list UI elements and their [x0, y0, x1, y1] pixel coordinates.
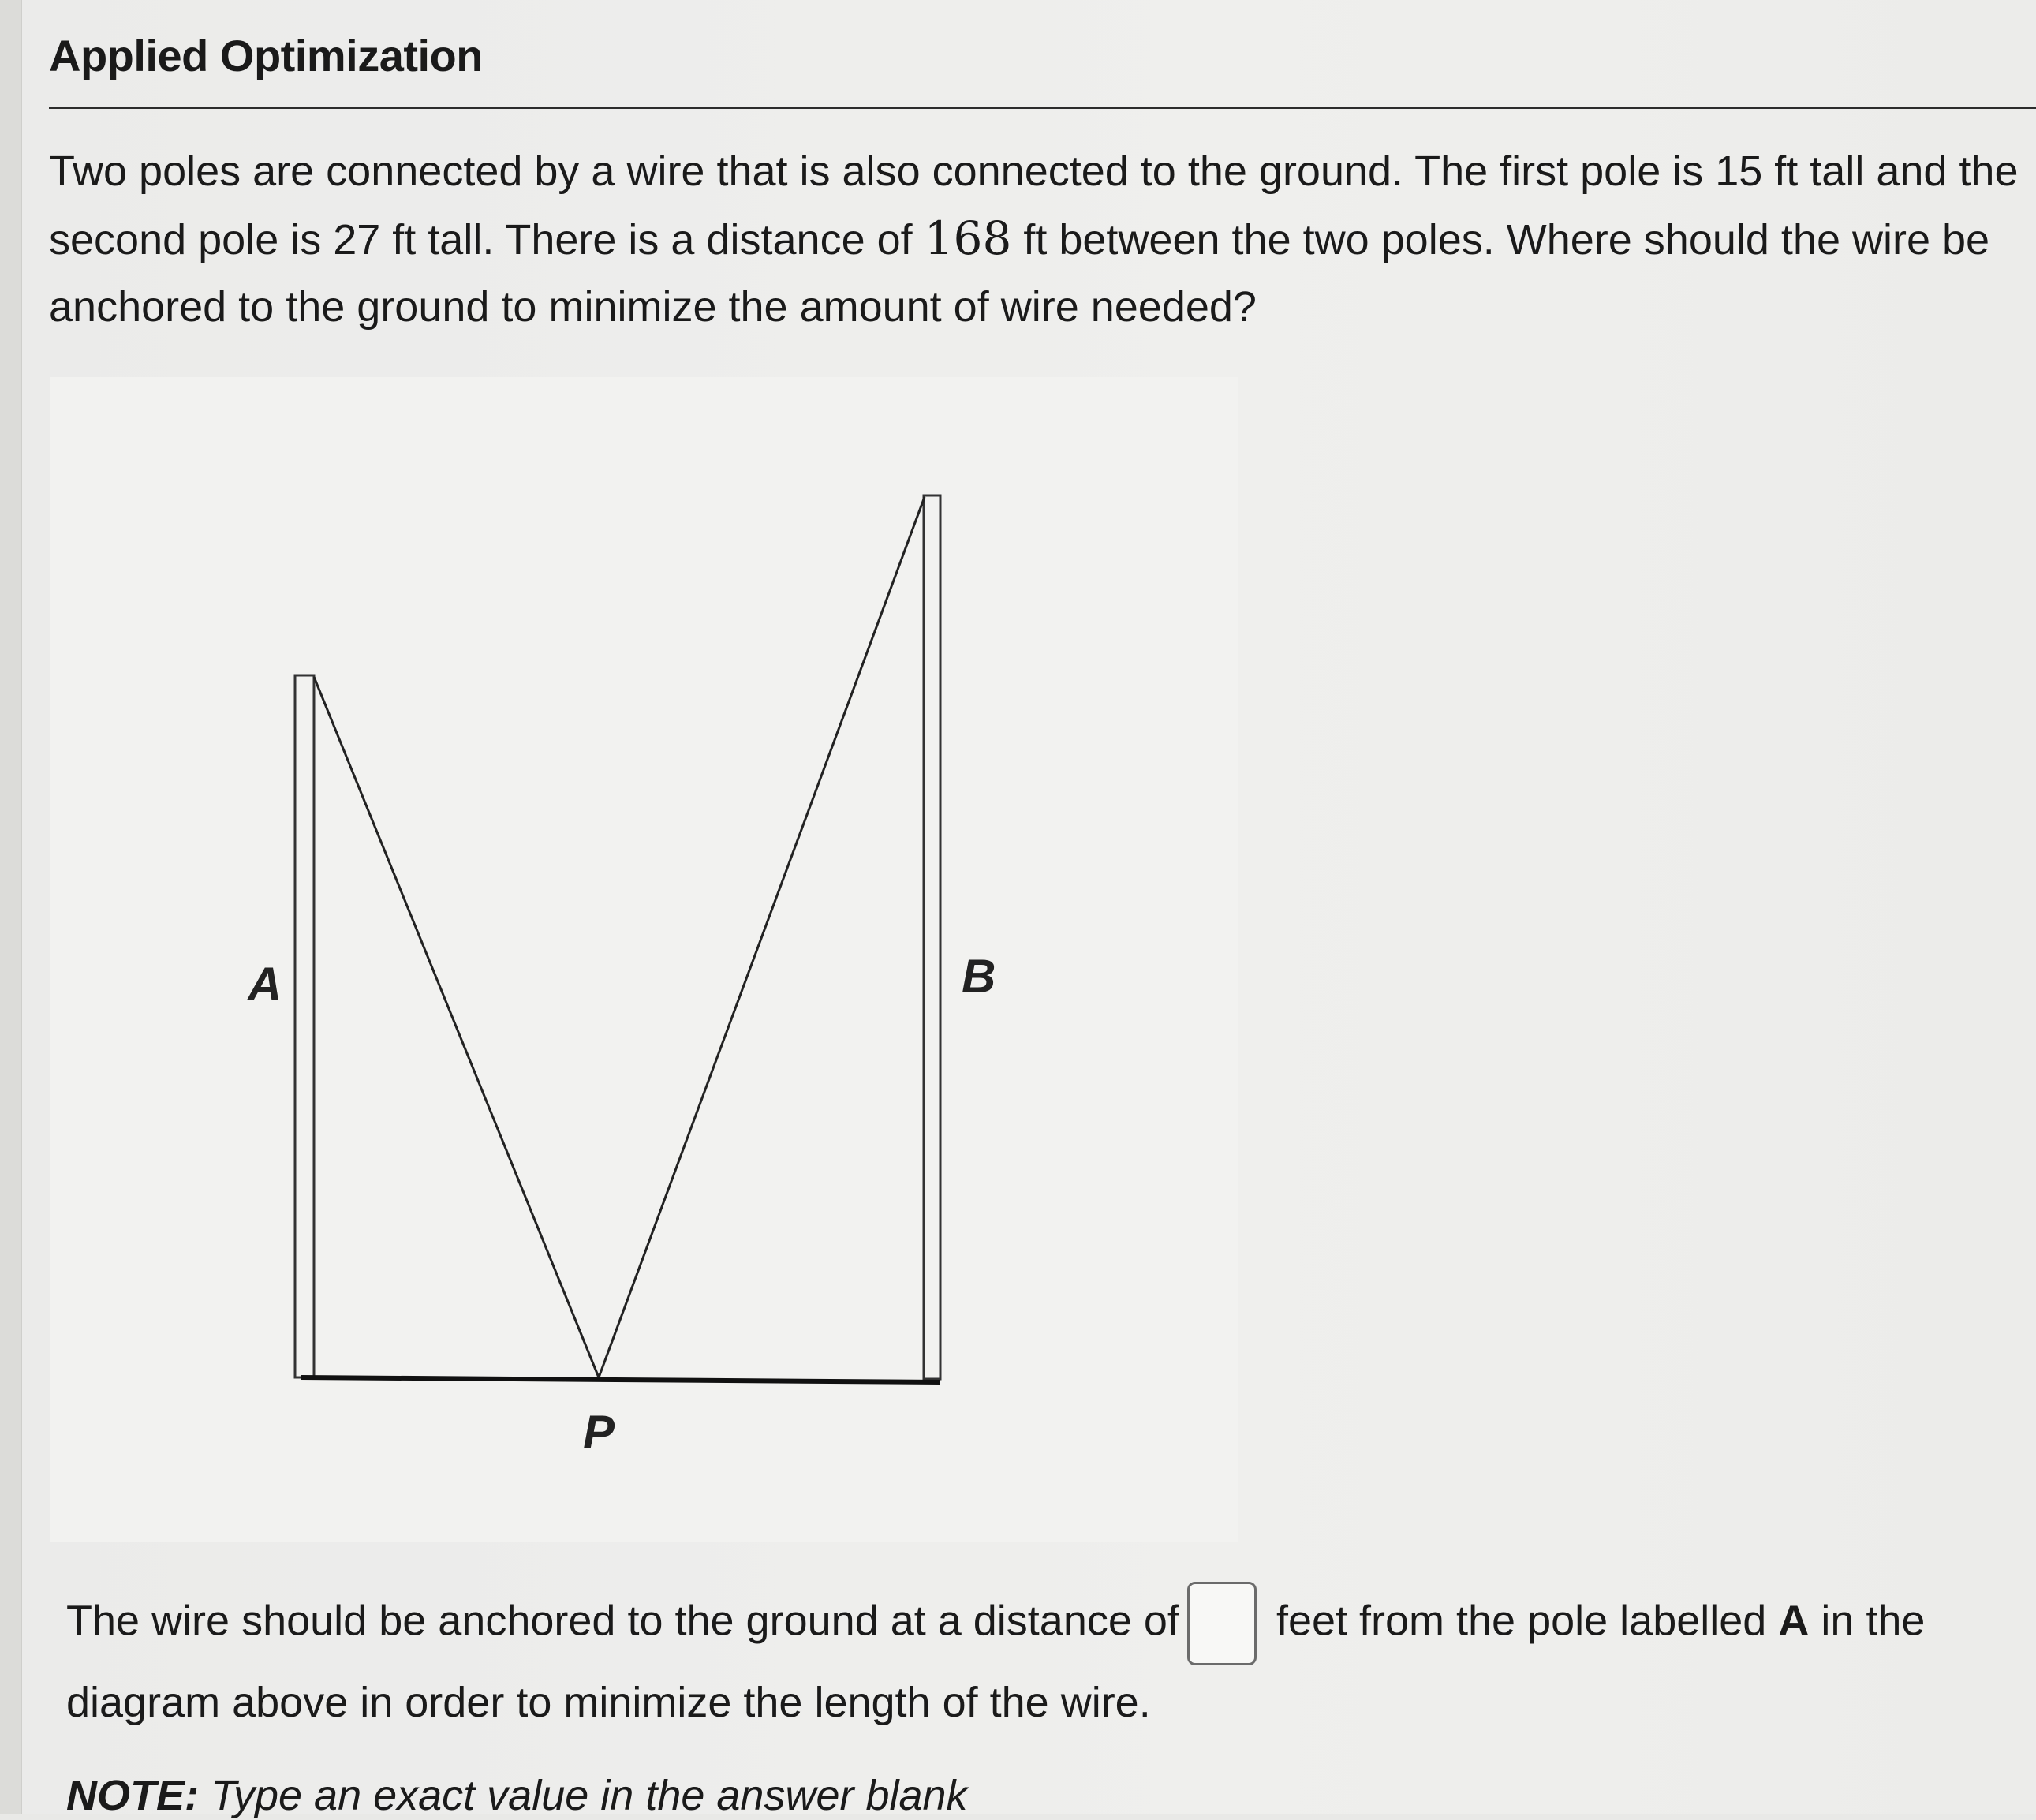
answer-suffix-2: in the diagram above in order to minimize the length of the wire.: [66, 1597, 1926, 1726]
question-page: [22, 0, 2036, 1819]
answer-suffix-1: feet from the pole labelled: [1264, 1597, 1779, 1645]
label-b: B: [962, 950, 996, 1003]
wire-segment-a: [314, 677, 599, 1377]
problem-text-2: ft between the two poles. Where should the wire be anchored to the ground to minimize the amount of wire needed?: [49, 216, 1990, 331]
problem-statement: [49, 138, 2021, 341]
answer-sentence: [66, 1582, 2023, 1740]
pole-a: [295, 675, 314, 1377]
page-title: Applied Optimization: [49, 31, 483, 80]
label-p: P: [583, 1406, 615, 1459]
ground-line: [301, 1377, 940, 1382]
pole-diagram: [50, 377, 1238, 1542]
label-a: A: [248, 958, 282, 1011]
pole-diagram-svg: [50, 377, 1238, 1542]
answer-input[interactable]: [1187, 1582, 1257, 1665]
window-left-edge: [0, 0, 22, 1814]
pole-b: [924, 495, 940, 1379]
note-text: Type an exact value in the answer blank: [199, 1772, 968, 1819]
note: [66, 1771, 968, 1820]
answer-pole-label: A: [1778, 1597, 1810, 1645]
answer-prefix: The wire should be anchored to the ground at a distance of: [66, 1597, 1179, 1645]
problem-distance-value: 168: [924, 211, 1012, 265]
note-label: NOTE:: [66, 1772, 199, 1819]
title-divider: [49, 107, 2036, 109]
wire-segment-b: [599, 497, 925, 1377]
problem-text-1: Two poles are connected by a wire that is also connected to the ground. The first pole is 15 ft tall and the second pole is 27 ft tall. There is a distance of: [49, 148, 2019, 263]
